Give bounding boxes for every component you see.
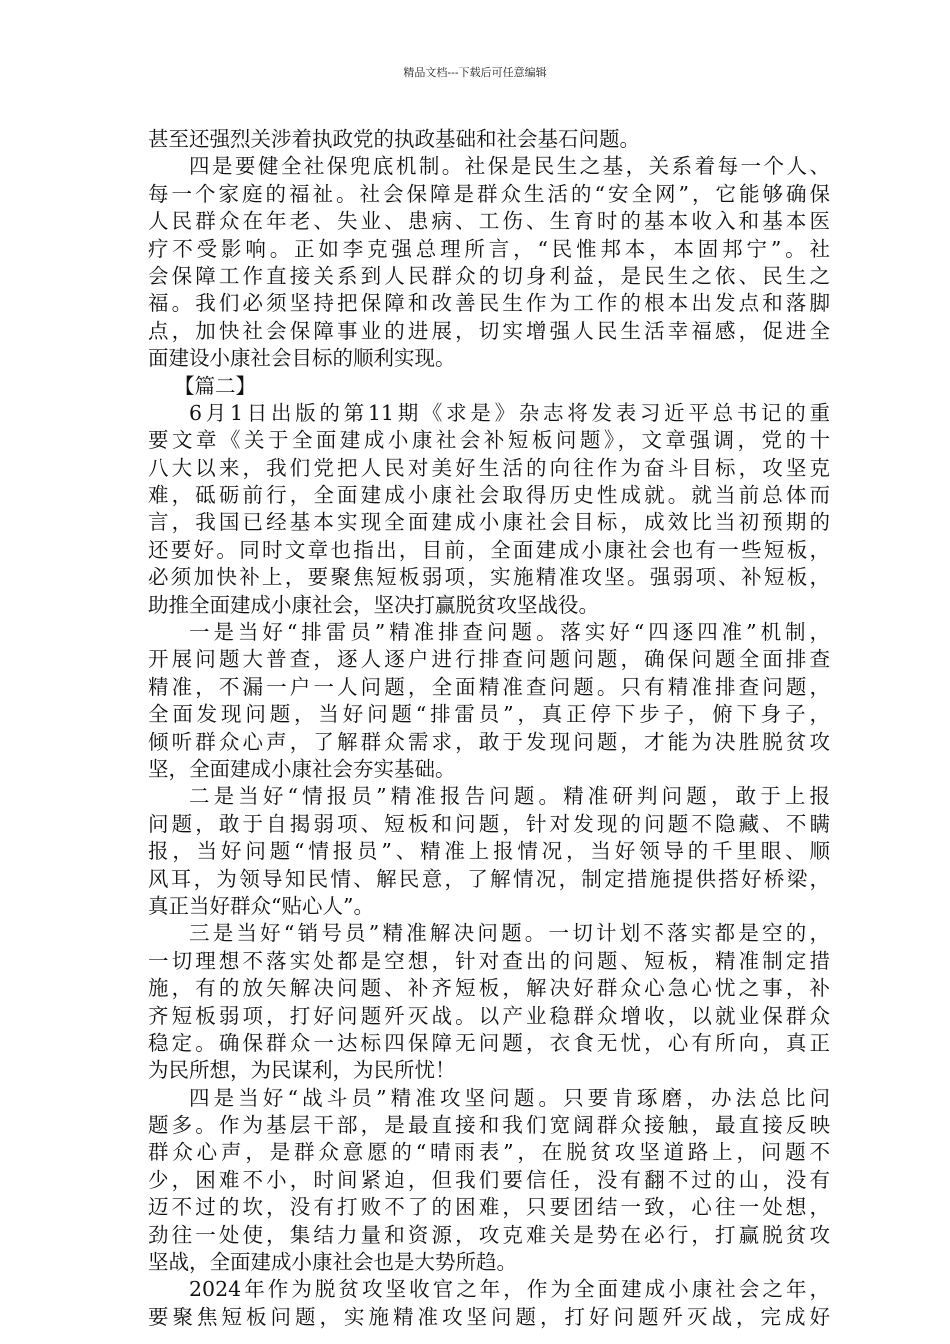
text-line: 题多。作为基层干部，是最直接和我们宽阔群众接触，最直接反映 (148, 1113, 830, 1138)
text-line: 坚，全面建成小康社会夯实基础。 (148, 756, 456, 781)
text-line: 四是要健全社保兜底机制。社保是民生之基，关系着每一个人、 (189, 154, 830, 179)
page-header: 精品文档---下载后可任意编辑 (403, 66, 547, 79)
text-line: 要聚焦短板问题，实施精准攻坚问题，打好问题歼灭战，完成好 (148, 1304, 830, 1329)
text-line: 报，当好问题“情报员”、精准上报情况，当好领导的千里眼、顺 (148, 839, 830, 864)
text-line: 人民群众在年老、失业、患病、工伤、生育时的基本收入和基本医 (148, 209, 830, 234)
document-body (148, 126, 830, 1331)
text-line: 精准，不漏一户一人问题，全面精准查问题。只有精准排查问题， (148, 674, 830, 699)
text-line: 言，我国已经基本实现全面建成小康社会目标，成效比当初预期的 (148, 510, 830, 535)
text-line: 倾听群众心声，了解群众需求，敢于发现问题，才能为决胜脱贫攻 (148, 729, 830, 754)
text-line: 劲往一处使，集结力量和资源，攻克难关是势在必行，打赢脱贫攻 (148, 1222, 830, 1247)
text-line: 问题，敢于自揭弱项、短板和问题，针对发现的问题不隐藏、不瞒 (148, 811, 830, 836)
text-line: 面建设小康社会目标的顺利实现。 (148, 346, 456, 371)
text-line: 甚至还强烈关涉着执政党的执政基础和社会基石问题。 (148, 127, 640, 151)
text-line: 四是当好“战斗员”精准攻坚问题。只要肯琢磨，办法总比问 (189, 1085, 830, 1110)
text-line: 还要好。同时文章也指出，目前，全面建成小康社会也有一些短板， (148, 537, 830, 562)
text-line: 每一个家庭的福祉。社会保障是群众生活的“安全网”，它能够确保 (148, 181, 830, 206)
text-line: 施，有的放矢解决问题、补齐短板，解决好群众心急心忧之事，补 (148, 976, 830, 1001)
text-line: 真正当好群众“贴心人”。 (148, 893, 374, 918)
section-heading: 【篇二】 (174, 373, 256, 398)
text-line: 福。我们必须坚持把保障和改善民生作为工作的根本出发点和落脚 (148, 291, 830, 316)
text-line: 会保障工作直接关系到人民群众的切身利益，是民生之依、民生之 (148, 263, 830, 288)
text-line: 稳定。确保群众一达标四保障无问题，衣食无忧，心有所向，真正 (148, 1030, 830, 1055)
text-line: 少，困难不小，时间紧迫，但我们要信任，没有翻不过的山，没有 (148, 1167, 830, 1192)
text-line: 齐短板弱项，打好问题歼灭战。以产业稳群众增收，以就业保群众 (148, 1003, 830, 1028)
text-line: 全面发现问题，当好问题“排雷员”，真正停下步子，俯下身子， (148, 702, 830, 727)
text-line: 二是当好“情报员”精准报告问题。精准研判问题，敢于上报 (189, 784, 830, 809)
text-line: 一切理想不落实处都是空想，针对查出的问题、短板，精准制定措 (148, 948, 830, 973)
text-line: 开展问题大普查，逐人逐户进行排查问题问题，确保问题全面排查 (148, 647, 830, 672)
text-line: 点，加快社会保障事业的进展，切实增强人民生活幸福感，促进全 (148, 318, 830, 343)
text-line: 八大以来，我们党把人民对美好生活的向往作为奋斗目标，攻坚克 (148, 455, 830, 480)
text-line: 一是当好“排雷员”精准排查问题。落实好“四逐四准”机制， (189, 620, 830, 645)
text-line: 要文章《关于全面建成小康社会补短板问题》，文章强调，党的十 (148, 428, 830, 453)
text-line: 群众心声，是群众意愿的“晴雨表”，在脱贫攻坚道路上，问题不 (148, 1140, 830, 1165)
text-line: 疗不受影响。正如李克强总理所言，“民惟邦本，本固邦宁”。社 (148, 236, 830, 261)
text-line: 助推全面建成小康社会，坚决打赢脱贫攻坚战役。 (148, 592, 599, 617)
text-line: 难，砥砺前行，全面建成小康社会取得历史性成就。就当前总体而 (148, 483, 830, 508)
text-line: 风耳，为领导知民情、解民意，了解情况，制定措施提供搭好桥梁， (148, 866, 830, 891)
text-line: 6月1日出版的第11期《求是》杂志将发表习近平总书记的重 (189, 400, 830, 425)
text-line: 迈不过的坎，没有打败不了的困难，只要团结一致，心往一处想， (148, 1195, 830, 1220)
text-line: 为民所想，为民谋利，为民所忧！ (148, 1058, 456, 1083)
text-line: 三是当好“销号员”精准解决问题。一切计划不落实都是空的， (189, 921, 830, 946)
text-line: 坚战，全面建成小康社会也是大势所趋。 (148, 1250, 517, 1275)
text-line: 2024年作为脱贫攻坚收官之年，作为全面建成小康社会之年， (189, 1277, 830, 1302)
text-line: 必须加快补上，要聚焦短板弱项，实施精准攻坚。强弱项、补短板， (148, 565, 830, 590)
